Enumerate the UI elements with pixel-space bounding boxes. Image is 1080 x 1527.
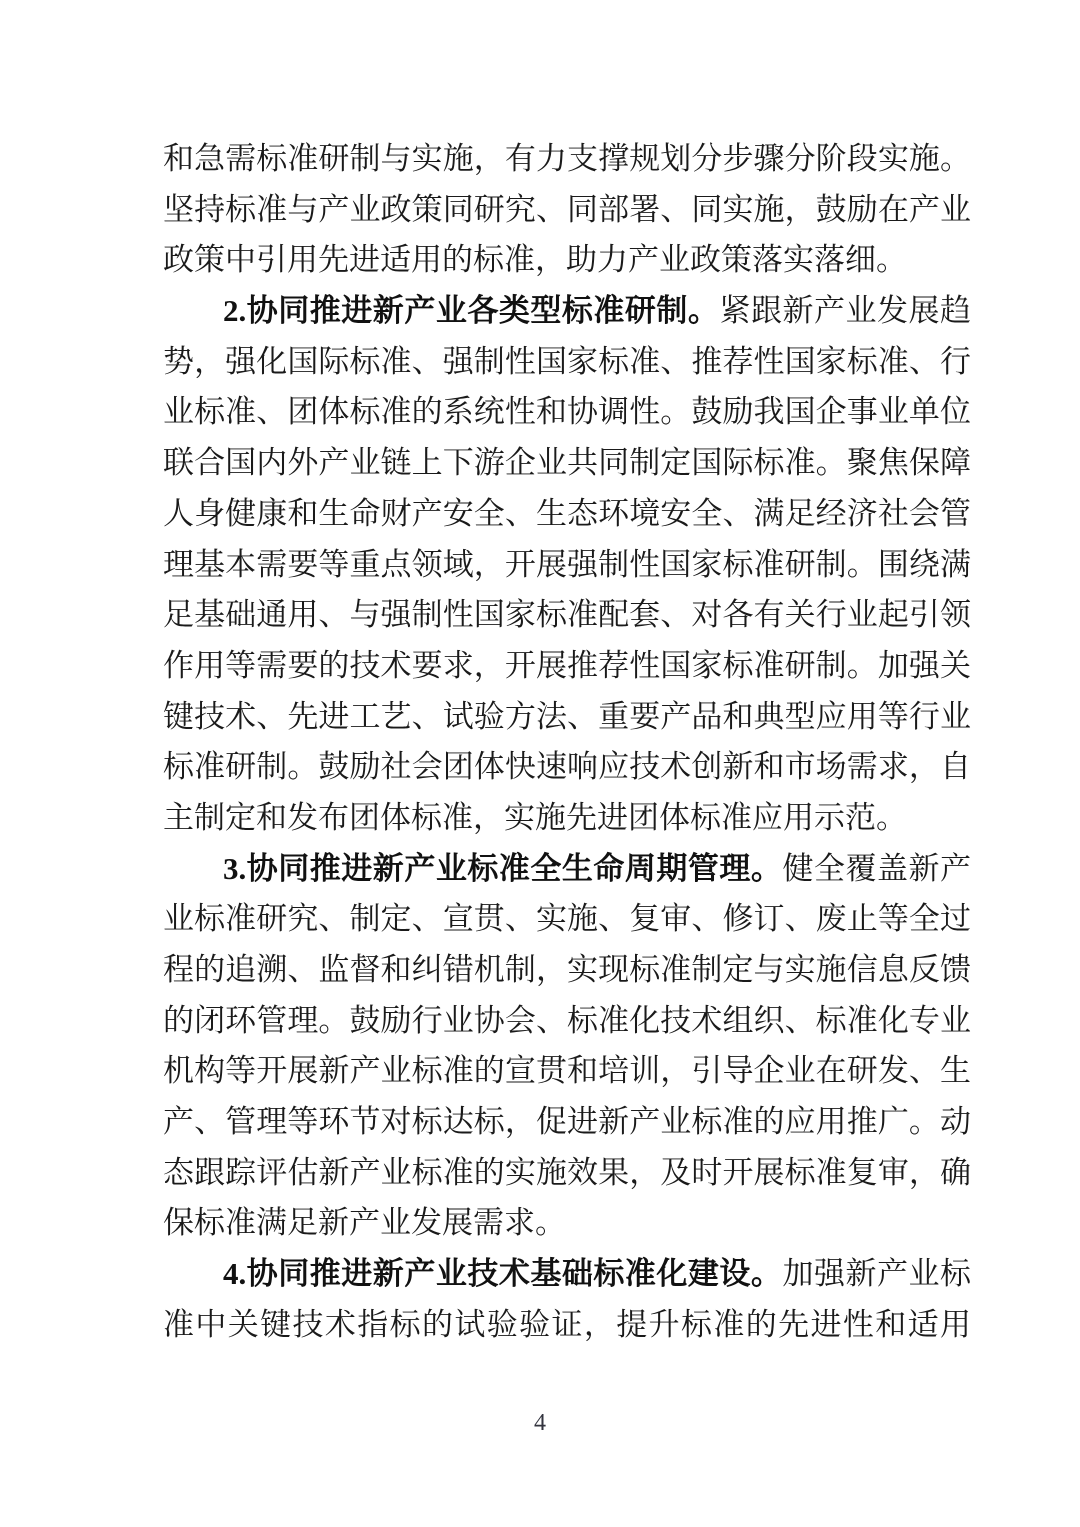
text-line: 程的追溯、监督和纠错机制，实现标准制定与实施信息反馈 (163, 952, 971, 987)
text-line: 政策中引用先进适用的标准，助力产业政策落实落细。 (163, 242, 907, 278)
text-line: 业标准研究、制定、宣贯、实施、复审、修订、废止等全过 (163, 901, 971, 937)
page-number: 4 (534, 1410, 546, 1436)
text-line: 机构等开展新产业标准的宣贯和培训，引导企业在研发、生 (163, 1053, 971, 1089)
text-line: 和急需标准研制与实施，有力支撑规划分步骤分阶段实施。 (163, 141, 971, 176)
section-heading: 4.协同推进新产业技术基础标准化建设。 (223, 1256, 783, 1292)
text-line: 主制定和发布团体标准，实施先进团体标准应用示范。 (163, 799, 907, 835)
text-line: 保标准满足新产业发展需求。 (163, 1205, 566, 1241)
text-line: 产、管理等环节对标达标，促进新产业标准的应用推广。动 (163, 1104, 971, 1140)
text-line: 作用等需要的技术要求，开展推荐性国家标准研制。加强关 (163, 647, 971, 683)
text-line: 足基础通用、与强制性国家标准配套、对各有关行业起引领 (163, 597, 971, 633)
text-line: 理基本需要等重点领域，开展强制性国家标准研制。围绕满 (163, 546, 971, 582)
text-line: 标准研制。鼓励社会团体快速响应技术创新和市场需求，自 (163, 749, 971, 785)
text-line: 业标准、团体标准的系统性和协调性。鼓励我国企事业单位 (163, 394, 971, 430)
text-line: 势，强化国际标准、强制性国家标准、推荐性国家标准、行 (163, 343, 971, 379)
text-line: 4.协同推进新产业技术基础标准化建设。加强新产业标 (223, 1256, 971, 1292)
document-body (163, 134, 971, 1351)
text-line: 态跟踪评估新产业标准的实施效果，及时开展标准复审，确 (163, 1154, 971, 1190)
text-line: 3.协同推进新产业标准全生命周期管理。健全覆盖新产 (223, 850, 971, 886)
text-line: 人身健康和生命财产安全、生态环境安全、满足经济社会管 (163, 495, 971, 531)
text-line: 键技术、先进工艺、试验方法、重要产品和典型应用等行业 (163, 698, 971, 734)
text-line: 坚持标准与产业政策同研究、同部署、同实施，鼓励在产业 (163, 191, 971, 227)
text-line: 准中关键技术指标的试验验证，提升标准的先进性和适用 (163, 1306, 971, 1342)
section-heading: 2.协同推进新产业各类型标准研制。 (223, 293, 720, 329)
section-heading: 3.协同推进新产业标准全生命周期管理。 (223, 850, 783, 886)
text-line: 联合国内外产业链上下游企业共同制定国际标准。聚焦保障 (163, 445, 971, 481)
text-line: 2.协同推进新产业各类型标准研制。紧跟新产业发展趋 (223, 293, 971, 329)
text-line: 的闭环管理。鼓励行业协会、标准化技术组织、标准化专业 (163, 1002, 971, 1038)
